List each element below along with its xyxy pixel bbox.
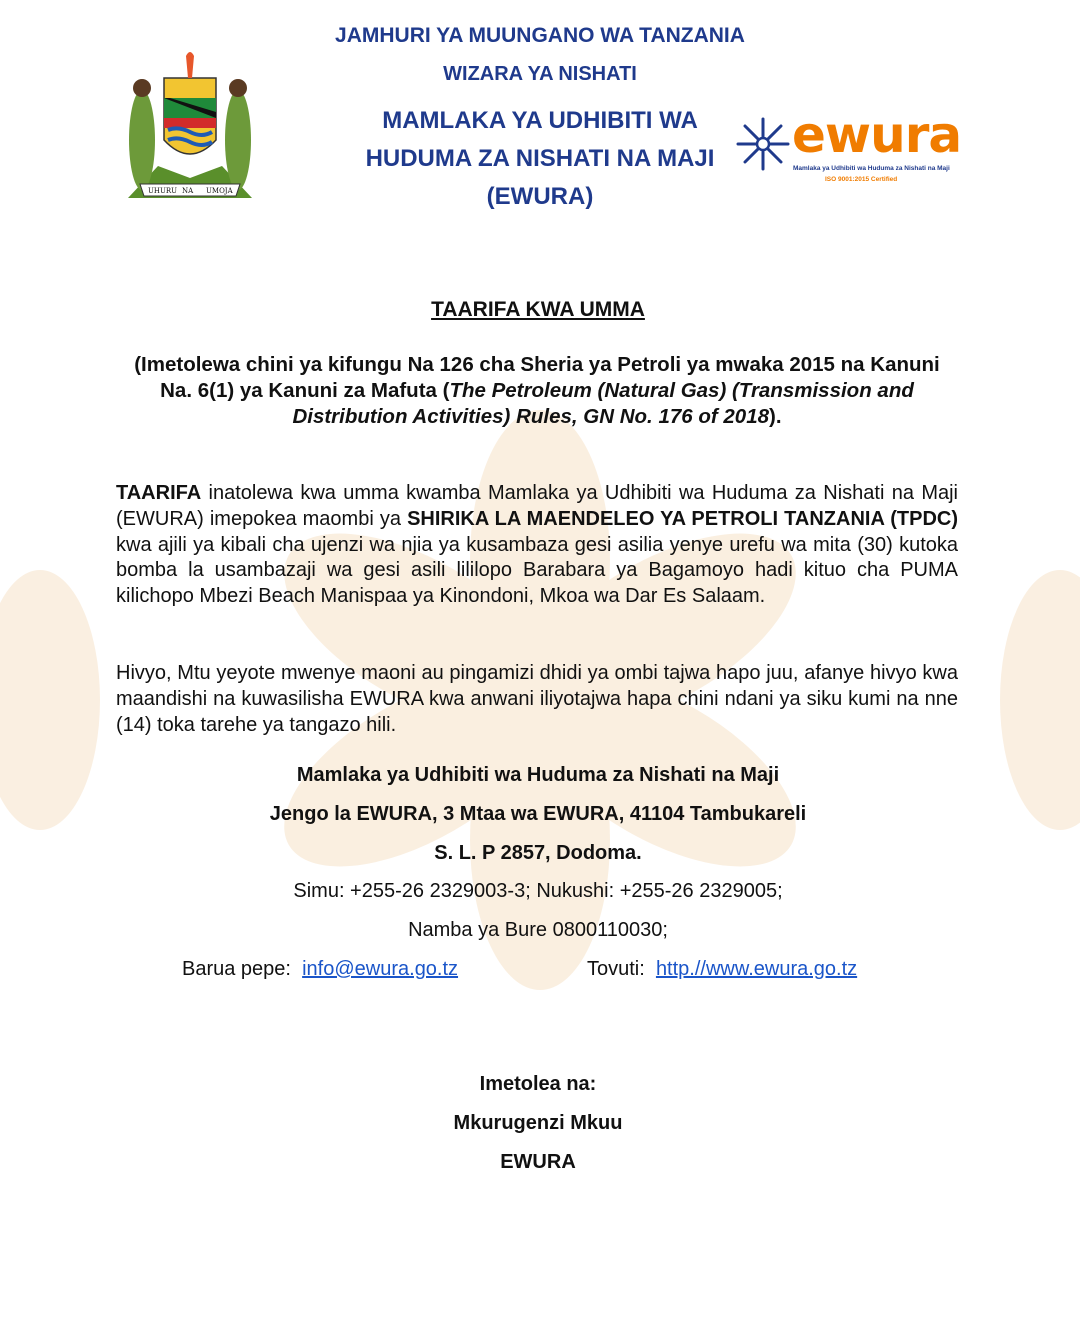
coat-of-arms-icon [118, 48, 262, 208]
legal-basis-text-1: (Imetolewa chini ya kifungu Na 126 cha Sheria ya Petroli ya mwaka 2015 na Kanuni Na. 6(1) ya Kanuni za Mafuta ( [134, 353, 940, 402]
ribbon-left-text: UHURU [148, 187, 178, 195]
header-republic: JAMHURI YA MUUNGANO WA TANZANIA [335, 24, 745, 47]
legal-basis-italic: The Petroleum (Natural Gas) (Transmission and Distribution Activities) Rules, GN No. 176 of 2018 [292, 379, 914, 428]
address-toll-free: Namba ya Bure 0800110030; [408, 919, 668, 941]
website-row [587, 958, 857, 981]
ribbon-right-text: UMOJA [206, 187, 233, 195]
email-row [182, 958, 458, 981]
notice-title: TAARIFA KWA UMMA [431, 298, 645, 321]
header-authority-line-3: (EWURA) [486, 183, 594, 210]
signature-organization: EWURA [500, 1151, 576, 1173]
ewura-logo-tagline: Mamlaka ya Udhibiti wa Huduma za Nishati na Maji [793, 165, 950, 172]
notice-paragraph-2: Hivyo, Mtu yeyote mwenye maoni au pingamizi dhidi ya ombi tajwa hapo juu, afanye hivyo kwa maandishi na kuwasilisha EWURA kwa anwani iliyotajwa hapa chini ndani ya siku kumi na nne (14) toka tarehe ya tangazo hili. [116, 662, 958, 736]
ewura-logo-word: ewura [792, 106, 962, 164]
signature-title: Mkurugenzi Mkuu [453, 1112, 623, 1134]
ewura-star-icon [734, 115, 792, 173]
paragraph-1-text-2: kwa ajili ya kibali cha ujenzi wa njia ya kusambaza gesi asilia yenye urefu wa mita (30) kutoka bomba la usambazaji wa gesi asili lililopo Barabara ya Bagamoyo hadi kituo cha PUMA kilichopo Mbezi Beach Manispaa ya Kinondoni, Mkoa wa Dar Es Salaam. [116, 533, 958, 608]
header-ministry: WIZARA YA NISHATI [443, 63, 637, 85]
paragraph-1-applicant: SHIRIKA LA MAENDELEO YA PETROLI TANZANIA (TPDC) [407, 507, 958, 530]
ribbon-mid-text: NA [182, 187, 194, 195]
email-label: Barua pepe: [182, 958, 291, 980]
header-authority [280, 102, 800, 216]
paragraph-1-lead: TAARIFA [116, 482, 202, 504]
address-name: Mamlaka ya Udhibiti wa Huduma za Nishati na Maji [296, 764, 780, 786]
signature-issued-by: Imetolea na: [479, 1073, 597, 1095]
header-authority-line-1: MAMLAKA YA UDHIBITI WA [382, 107, 698, 134]
address-po-box: S. L. P 2857, Dodoma. [434, 842, 642, 864]
ewura-logo-iso: ISO 9001:2015 Certified [825, 176, 898, 183]
notice-paragraph-1 [116, 481, 958, 610]
email-link[interactable]: info@ewura.go.tz [302, 958, 459, 980]
address-building: Jengo la EWURA, 3 Mtaa wa EWURA, 41104 Tambukareli [269, 803, 807, 825]
website-link[interactable]: http.//www.ewura.go.tz [655, 958, 858, 980]
address-phone: Simu: +255-26 2329003-3; Nukushi: +255-26 2329005; [293, 880, 783, 902]
website-label: Tovuti: [587, 958, 645, 980]
paragraph-1-text-1: inatolewa kwa umma kwamba Mamlaka ya Udhibiti wa Huduma za Nishati na Maji (EWURA) imepokea maombi ya [116, 482, 958, 530]
legal-basis-text-2: ). [769, 405, 782, 428]
notice-legal-basis [118, 352, 956, 430]
header-authority-line-2: HUDUMA ZA NISHATI NA MAJI [365, 145, 715, 172]
